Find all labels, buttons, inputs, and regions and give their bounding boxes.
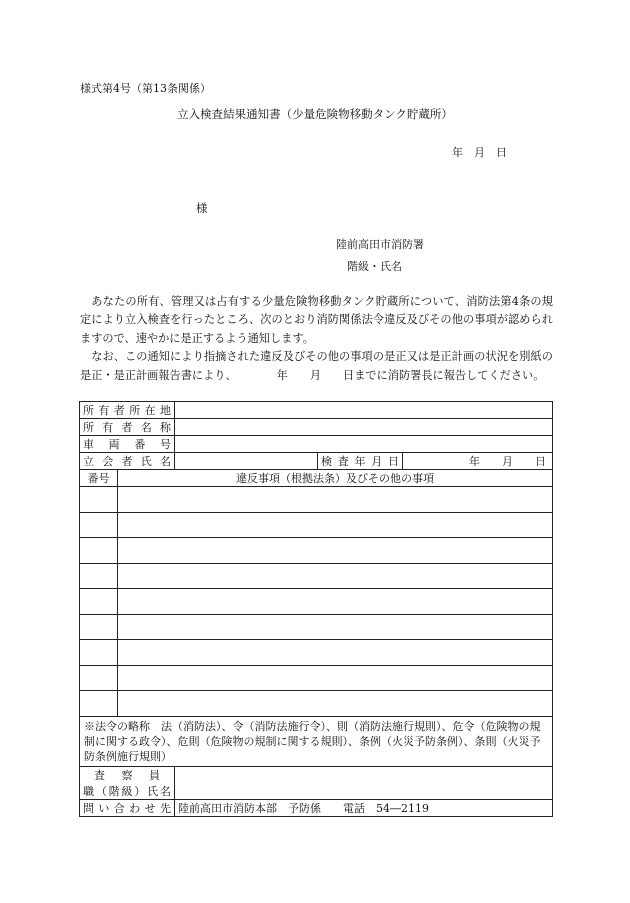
inspector-field[interactable] [175,766,553,799]
violation-row [80,487,553,513]
paragraph-2-end: 日までに消防署長に報告してください。 [343,368,545,382]
violation-number-cell[interactable] [80,538,118,564]
witness-name-label: 立会者氏名 [80,453,175,470]
inspector-rank-name-label: 職（階級）氏名 [80,783,175,800]
vehicle-number-row [80,436,553,453]
body-text [80,293,553,385]
violation-number-cell[interactable] [80,640,118,666]
violation-header: 違反事項（根拠法条）及びその他の事項 [118,470,553,487]
violation-row [80,512,553,538]
form-number: 様式第4号（第13条関係） [80,82,211,95]
violation-content-cell[interactable] [118,512,553,538]
issue-date-line: 年 月 日 [452,146,507,159]
violation-content-cell[interactable] [118,538,553,564]
violation-content-cell[interactable] [118,691,553,717]
paragraph-2 [80,348,553,385]
violation-number-cell[interactable] [80,512,118,538]
owner-name-field[interactable] [175,419,553,436]
violation-content-cell[interactable] [118,665,553,691]
notes-row [80,716,553,766]
owner-address-label: 所有者所在地 [80,402,175,419]
addressee-suffix: 様 [196,201,208,215]
vehicle-number-field[interactable] [175,436,553,453]
paragraph-1: あなたの所有、管理又は占有する少量危険物移動タンク貯蔵所について、消防法第4条の規定により立入検査を行ったところ、次のとおり消防関係法令違反及びその他の事項が認められますので、速やかに是正するよう通知します。 [80,295,553,345]
violation-content-cell[interactable] [118,589,553,615]
report-year: 年 [276,368,288,382]
violation-row [80,589,553,615]
violation-row [80,665,553,691]
violation-content-cell[interactable] [118,563,553,589]
violation-number-cell[interactable] [80,691,118,717]
violation-content-cell[interactable] [118,614,553,640]
number-header: 番号 [80,470,118,487]
inspector-row-1 [80,766,553,783]
violation-row [80,614,553,640]
paragraph-2-start: なお、この通知により指摘された違反及びその他の事項の是正又は是正計画の状況を別紙の是正・是正計画報告書により、 [80,350,553,382]
law-abbreviation-notes: ※法令の略称 法（消防法）、令（消防法施行令）、則（消防法施行規則）、危令（危険物の規制に関する政令）、危則（危険物の規制に関する規則）、条例（火災予防条例）、条則（火災予防条例施行規則） [80,716,553,766]
contact-row [80,799,553,816]
inspector-label: 査察員 [80,766,175,783]
violation-content-cell[interactable] [118,640,553,666]
witness-name-field[interactable] [175,453,318,470]
violation-row [80,691,553,717]
rank-name-label: 階級・氏名 [347,260,402,273]
owner-name-row [80,419,553,436]
violation-number-cell[interactable] [80,487,118,513]
owner-address-row [80,402,553,419]
violation-content-cell[interactable] [118,487,553,513]
violation-number-cell[interactable] [80,563,118,589]
owner-address-field[interactable] [175,402,553,419]
violation-row [80,563,553,589]
inspection-date-label: 検査年月日 [318,453,403,470]
violation-row [80,640,553,666]
violation-number-cell[interactable] [80,589,118,615]
witness-row [80,453,553,470]
violation-row [80,538,553,564]
report-month: 月 [309,368,322,382]
contact-label: 問い合わせ先 [80,799,175,816]
inspection-result-table [79,401,553,817]
contact-value: 陸前高田市消防本部 予防係 電話 54―2119 [175,799,553,816]
violation-number-cell[interactable] [80,665,118,691]
owner-name-label: 所有者名称 [80,419,175,436]
document-title: 立入検査結果通知書（少量危険物移動タンク貯蔵所） [177,107,453,121]
violation-number-cell[interactable] [80,614,118,640]
vehicle-number-label: 車両番号 [80,436,175,453]
violation-header-row [80,470,553,487]
issuer-name: 陸前高田市消防署 [336,238,424,251]
inspection-date-field[interactable]: 年 月 日 [403,453,553,470]
